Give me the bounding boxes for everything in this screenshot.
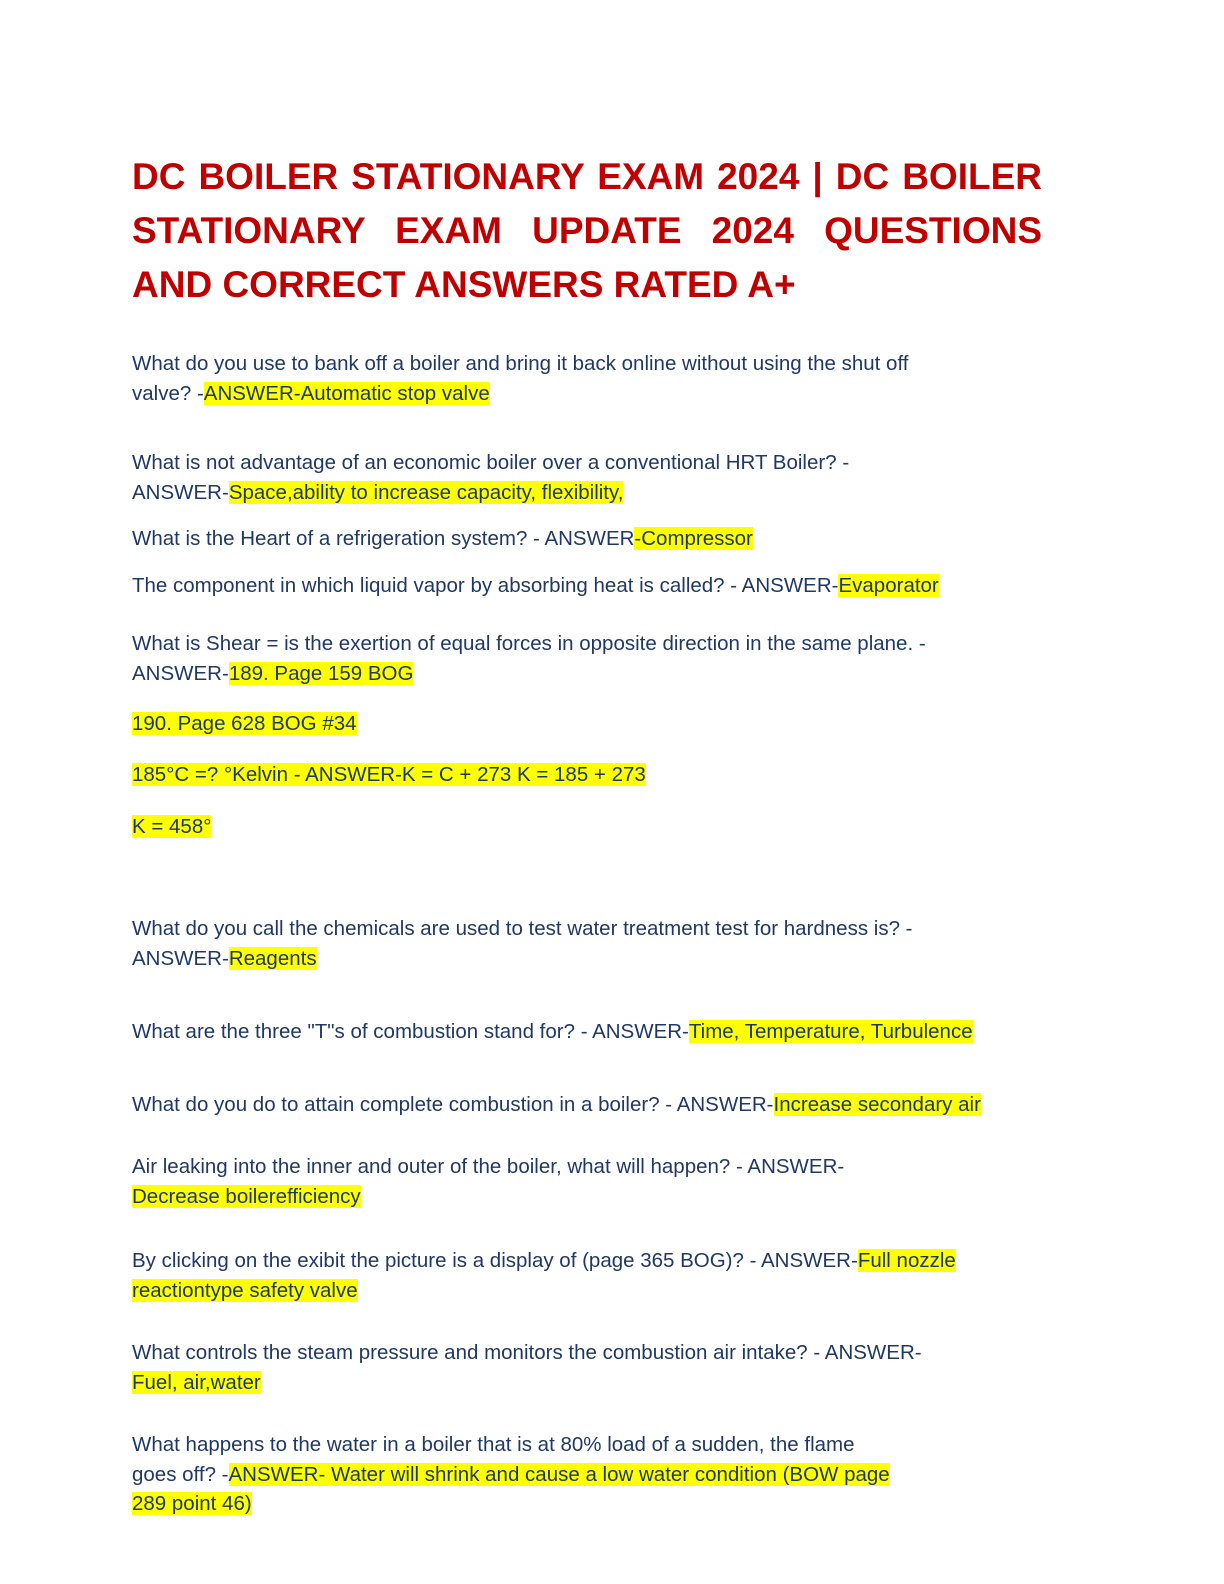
question-text: goes off? - — [132, 1462, 229, 1486]
answer-text: Full nozzle — [857, 1249, 956, 1272]
answer-text: reactiontype safety valve — [132, 1278, 358, 1302]
qa-item — [132, 448, 1032, 507]
qa-item — [132, 349, 1032, 408]
answer-text: -Compressor — [634, 527, 753, 550]
qa-item — [132, 629, 1032, 688]
question-text: What are the three "T"s of combustion stand for? - ANSWER- — [132, 1020, 689, 1043]
qa-item — [132, 571, 1032, 601]
qa-item — [132, 1246, 1032, 1305]
qa-item — [132, 1338, 1032, 1397]
answer-text: 289 point 46) — [132, 1492, 252, 1515]
question-text: What do you do to attain complete combustion in a boiler? - ANSWER- — [132, 1093, 774, 1116]
document-title: DC BOILER STATIONARY EXAM 2024 | DC BOILER STATIONARY EXAM UPDATE 2024 QUESTIONS AND CORRECT ANSWERS RATED A+ — [132, 156, 1042, 305]
qa-item — [132, 1090, 1032, 1120]
qa-item — [132, 1430, 1032, 1519]
answer-text: Increase secondary air — [773, 1093, 981, 1116]
answer-text: Decrease boilerefficiency — [132, 1184, 361, 1208]
question-text: What is not advantage of an economic boiler over a conventional HRT Boiler? - — [132, 451, 850, 474]
answer-text: Space,ability to increase capacity, flexibility, — [228, 480, 624, 504]
qa-item — [132, 524, 1032, 554]
question-text: What is Shear = is the exertion of equal forces in opposite direction in the same plane. - — [132, 632, 926, 655]
answer-text: 190. Page 628 BOG #34 — [132, 712, 357, 735]
answer-text: K = 458° — [132, 815, 212, 838]
qa-item — [132, 709, 1032, 739]
answer-text: Fuel, air,water — [132, 1370, 261, 1394]
qa-item — [132, 760, 1032, 790]
qa-item — [132, 914, 1032, 973]
qa-item — [132, 1152, 1032, 1211]
answer-text: Reagents — [228, 946, 317, 970]
question-text: valve? - — [132, 381, 204, 405]
question-text: ANSWER- — [132, 946, 229, 970]
question-text: What do you use to bank off a boiler and bring it back online without using the shut off — [132, 352, 909, 375]
question-text: What is the Heart of a refrigeration system? - ANSWER — [132, 527, 635, 550]
answer-text: ANSWER- Water will shrink and cause a low water condition (BOW page — [228, 1462, 890, 1486]
answer-text: Time, Temperature, Turbulence — [688, 1020, 973, 1043]
question-text: What controls the steam pressure and monitors the combustion air intake? - ANSWER- — [132, 1341, 922, 1364]
answer-text: 189. Page 159 BOG — [228, 661, 414, 685]
question-text: The component in which liquid vapor by absorbing heat is called? - ANSWER- — [132, 574, 839, 597]
question-text: Air leaking into the inner and outer of the boiler, what will happen? - ANSWER- — [132, 1155, 845, 1178]
qa-item — [132, 1017, 1032, 1047]
question-text: What do you call the chemicals are used to test water treatment test for hardness is? - — [132, 917, 913, 940]
qa-item — [132, 812, 1032, 842]
question-text: ANSWER- — [132, 480, 229, 504]
question-text: ANSWER- — [132, 661, 229, 685]
answer-text: 185°C =? °Kelvin - ANSWER-K = C + 273 K = 185 + 273 — [132, 763, 646, 786]
answer-text: ANSWER-Automatic stop valve — [203, 381, 490, 405]
question-text: What happens to the water in a boiler that is at 80% load of a sudden, the flame — [132, 1433, 855, 1456]
answer-text: Evaporator — [838, 574, 939, 597]
question-text: By clicking on the exibit the picture is a display of (page 365 BOG)? - ANSWER- — [132, 1249, 858, 1272]
